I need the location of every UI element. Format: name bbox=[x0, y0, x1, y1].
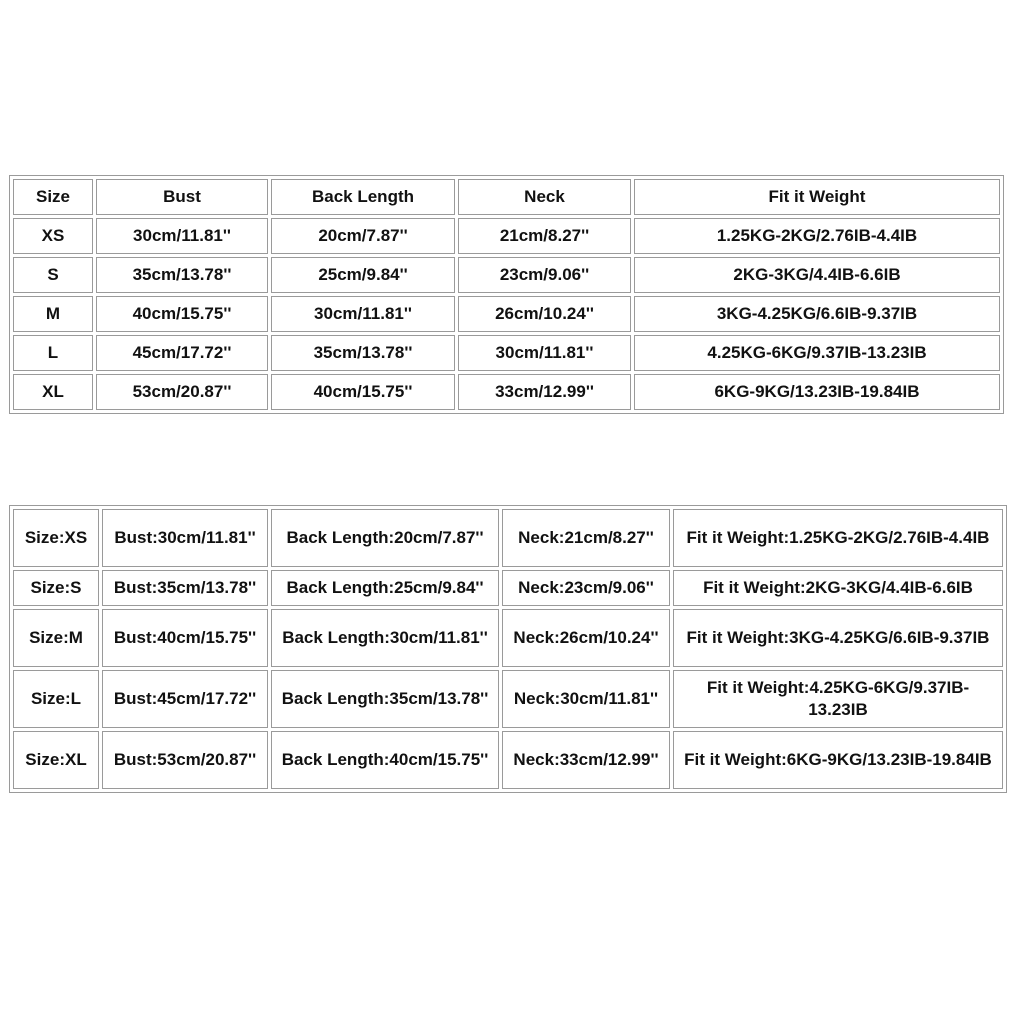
cell-back-length: 30cm/11.81'' bbox=[271, 296, 455, 332]
cell-back-length: Back Length:30cm/11.81'' bbox=[271, 609, 499, 667]
cell-back-length: Back Length:25cm/9.84'' bbox=[271, 570, 499, 606]
cell-fit-weight: Fit it Weight:4.25KG-6KG/9.37IB-13.23IB bbox=[673, 670, 1003, 728]
cell-size: Size:S bbox=[13, 570, 99, 606]
cell-neck: Neck:21cm/8.27'' bbox=[502, 509, 670, 567]
table-row bbox=[13, 296, 1000, 332]
cell-bust: 40cm/15.75'' bbox=[96, 296, 268, 332]
cell-size: Size:L bbox=[13, 670, 99, 728]
cell-neck: 26cm/10.24'' bbox=[458, 296, 631, 332]
cell-neck: 21cm/8.27'' bbox=[458, 218, 631, 254]
cell-bust: Bust:53cm/20.87'' bbox=[102, 731, 268, 789]
table-row bbox=[13, 609, 1003, 667]
header-fit-weight: Fit it Weight bbox=[634, 179, 1000, 215]
header-bust: Bust bbox=[96, 179, 268, 215]
cell-back-length: Back Length:40cm/15.75'' bbox=[271, 731, 499, 789]
cell-neck: Neck:30cm/11.81'' bbox=[502, 670, 670, 728]
cell-size: Size:XL bbox=[13, 731, 99, 789]
cell-size: Size:M bbox=[13, 609, 99, 667]
table-header-row bbox=[13, 179, 1000, 215]
cell-back-length: 40cm/15.75'' bbox=[271, 374, 455, 410]
cell-neck: 23cm/9.06'' bbox=[458, 257, 631, 293]
cell-fit-weight: Fit it Weight:3KG-4.25KG/6.6IB-9.37IB bbox=[673, 609, 1003, 667]
size-chart-table bbox=[9, 175, 1004, 414]
header-size: Size bbox=[13, 179, 93, 215]
cell-size: XS bbox=[13, 218, 93, 254]
table-row bbox=[13, 257, 1000, 293]
cell-bust: Bust:45cm/17.72'' bbox=[102, 670, 268, 728]
cell-size: S bbox=[13, 257, 93, 293]
table-row bbox=[13, 509, 1003, 567]
cell-size: M bbox=[13, 296, 93, 332]
cell-fit-weight: 2KG-3KG/4.4IB-6.6IB bbox=[634, 257, 1000, 293]
cell-bust: Bust:30cm/11.81'' bbox=[102, 509, 268, 567]
table-row bbox=[13, 670, 1003, 728]
table-row bbox=[13, 335, 1000, 371]
cell-fit-weight: 3KG-4.25KG/6.6IB-9.37IB bbox=[634, 296, 1000, 332]
cell-size: Size:XS bbox=[13, 509, 99, 567]
cell-fit-weight: Fit it Weight:6KG-9KG/13.23IB-19.84IB bbox=[673, 731, 1003, 789]
cell-bust: 35cm/13.78'' bbox=[96, 257, 268, 293]
cell-bust: Bust:35cm/13.78'' bbox=[102, 570, 268, 606]
header-neck: Neck bbox=[458, 179, 631, 215]
cell-back-length: 20cm/7.87'' bbox=[271, 218, 455, 254]
cell-neck: Neck:33cm/12.99'' bbox=[502, 731, 670, 789]
cell-back-length: Back Length:20cm/7.87'' bbox=[271, 509, 499, 567]
cell-neck: Neck:23cm/9.06'' bbox=[502, 570, 670, 606]
table-row bbox=[13, 218, 1000, 254]
cell-fit-weight: 4.25KG-6KG/9.37IB-13.23IB bbox=[634, 335, 1000, 371]
cell-neck: 30cm/11.81'' bbox=[458, 335, 631, 371]
cell-fit-weight: 1.25KG-2KG/2.76IB-4.4IB bbox=[634, 218, 1000, 254]
header-back-length: Back Length bbox=[271, 179, 455, 215]
cell-fit-weight: Fit it Weight:1.25KG-2KG/2.76IB-4.4IB bbox=[673, 509, 1003, 567]
cell-size: L bbox=[13, 335, 93, 371]
cell-bust: 30cm/11.81'' bbox=[96, 218, 268, 254]
cell-bust: 53cm/20.87'' bbox=[96, 374, 268, 410]
cell-back-length: 35cm/13.78'' bbox=[271, 335, 455, 371]
table-row bbox=[13, 570, 1003, 606]
cell-neck: Neck:26cm/10.24'' bbox=[502, 609, 670, 667]
cell-back-length: 25cm/9.84'' bbox=[271, 257, 455, 293]
cell-size: XL bbox=[13, 374, 93, 410]
cell-neck: 33cm/12.99'' bbox=[458, 374, 631, 410]
cell-bust: Bust:40cm/15.75'' bbox=[102, 609, 268, 667]
size-detail-table bbox=[9, 505, 1007, 793]
table-row bbox=[13, 731, 1003, 789]
cell-fit-weight: 6KG-9KG/13.23IB-19.84IB bbox=[634, 374, 1000, 410]
table-row bbox=[13, 374, 1000, 410]
cell-back-length: Back Length:35cm/13.78'' bbox=[271, 670, 499, 728]
cell-fit-weight: Fit it Weight:2KG-3KG/4.4IB-6.6IB bbox=[673, 570, 1003, 606]
cell-bust: 45cm/17.72'' bbox=[96, 335, 268, 371]
